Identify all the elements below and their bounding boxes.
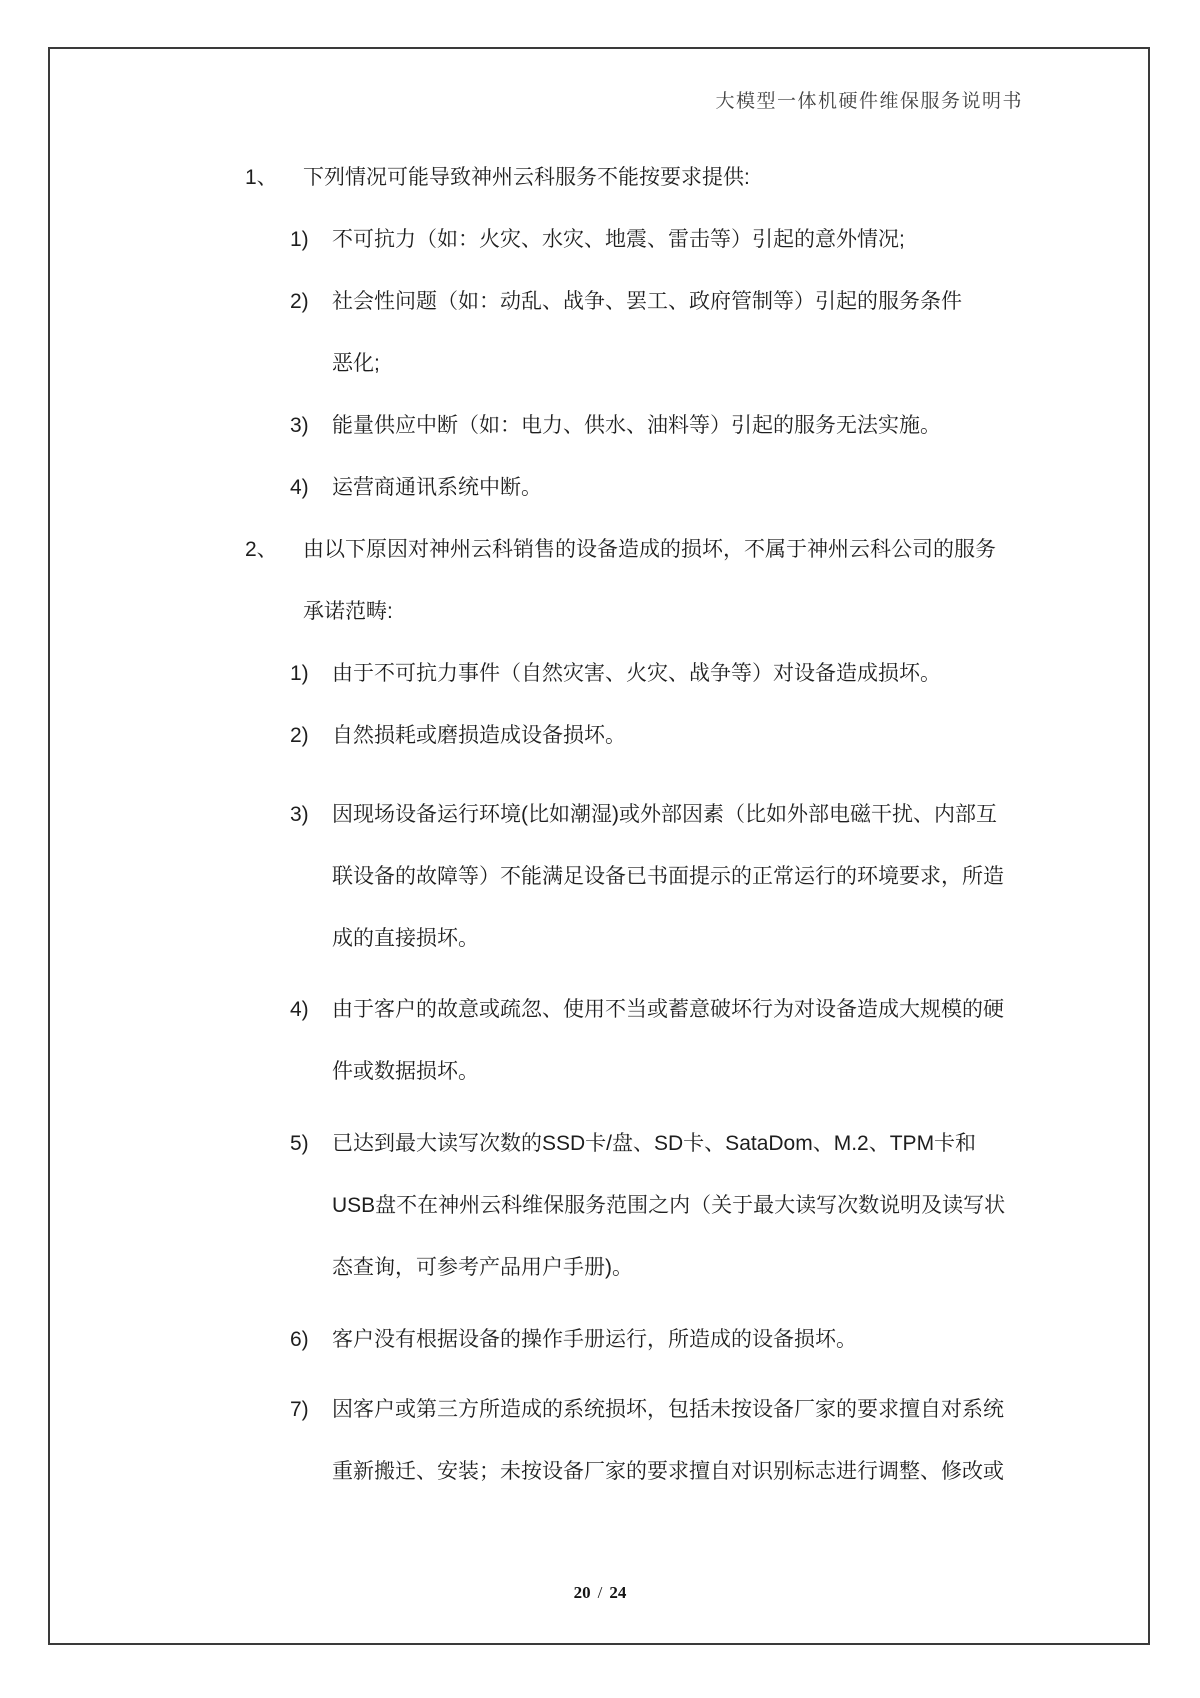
page-total: 24 — [609, 1583, 627, 1602]
list-marker: 2、 — [245, 538, 278, 561]
sub-item-2-6 — [0, 1309, 1200, 1371]
list-text: 因客户或第三方所造成的系统损坏，包括未按设备厂家的要求擅自对系统 重新搬迁、安装；未按设备厂家的要求擅自对识别标志进行调整、修改或 — [332, 1398, 1004, 1483]
sub-item-1-4 — [0, 457, 1200, 519]
list-text: 运营商通讯系统中断。 — [332, 476, 542, 499]
sub-item-2-4 — [0, 979, 1200, 1103]
list-text: 能量供应中断（如：电力、供水、油料等）引起的服务无法实施。 — [332, 414, 941, 437]
page-number — [0, 1583, 1200, 1603]
list-text: 自然损耗或磨损造成设备损坏。 — [332, 724, 626, 747]
sub-item-2-3 — [0, 784, 1200, 970]
sub-item-1-3 — [0, 395, 1200, 457]
sub-item-1-1 — [0, 209, 1200, 271]
list-marker: 4) — [290, 998, 309, 1021]
list-text: 由于不可抗力事件（自然灾害、火灾、战争等）对设备造成损坏。 — [332, 662, 941, 685]
sub-item-1-2 — [0, 271, 1200, 395]
list-marker: 3) — [290, 803, 309, 826]
list-text: 由以下原因对神州云科销售的设备造成的损坏，不属于神州云科公司的服务 承诺范畴: — [303, 538, 996, 623]
list-marker: 1、 — [245, 166, 278, 189]
list-text: 由于客户的故意或疏忽、使用不当或蓄意破坏行为对设备造成大规模的硬 件或数据损坏。 — [332, 998, 1004, 1083]
list-marker: 3) — [290, 414, 309, 437]
list-text: 已达到最大读写次数的SSD卡/盘、SD卡、SataDom、M.2、TPM卡和 USB盘不在神州云科维保服务范围之内（关于最大读写次数说明及读写状 态查询，可参考产品用户手册)。 — [332, 1132, 1006, 1279]
sub-item-2-1 — [0, 643, 1200, 705]
list-text: 不可抗力（如：火灾、水灾、地震、雷击等）引起的意外情况; — [332, 228, 905, 251]
page-number-separator: / — [597, 1583, 603, 1602]
list-marker: 5) — [290, 1132, 309, 1155]
sub-item-2-5 — [0, 1113, 1200, 1299]
sub-item-2-2 — [0, 705, 1200, 767]
section-item-2 — [0, 519, 1200, 643]
sub-item-2-7 — [0, 1379, 1200, 1503]
section-item-1 — [0, 147, 1200, 209]
list-text: 因现场设备运行环境(比如潮湿)或外部因素（比如外部电磁干扰、内部互 联设备的故障等）不能满足设备已书面提示的正常运行的环境要求，所造 成的直接损坏。 — [332, 803, 1004, 950]
page-current: 20 — [573, 1583, 591, 1602]
list-marker: 7) — [290, 1398, 309, 1421]
list-text: 社会性问题（如：动乱、战争、罢工、政府管制等）引起的服务条件 恶化; — [332, 290, 962, 375]
list-text: 下列情况可能导致神州云科服务不能按要求提供: — [303, 166, 750, 189]
list-marker: 1) — [290, 662, 309, 685]
list-marker: 2) — [290, 290, 309, 313]
list-text: 客户没有根据设备的操作手册运行，所造成的设备损坏。 — [332, 1328, 857, 1351]
list-marker: 1) — [290, 228, 309, 251]
list-marker: 6) — [290, 1328, 309, 1351]
header-title: 大模型一体机硬件维保服务说明书 — [715, 91, 1023, 112]
document-body — [0, 147, 1200, 1503]
list-marker: 4) — [290, 476, 309, 499]
list-marker: 2) — [290, 724, 309, 747]
